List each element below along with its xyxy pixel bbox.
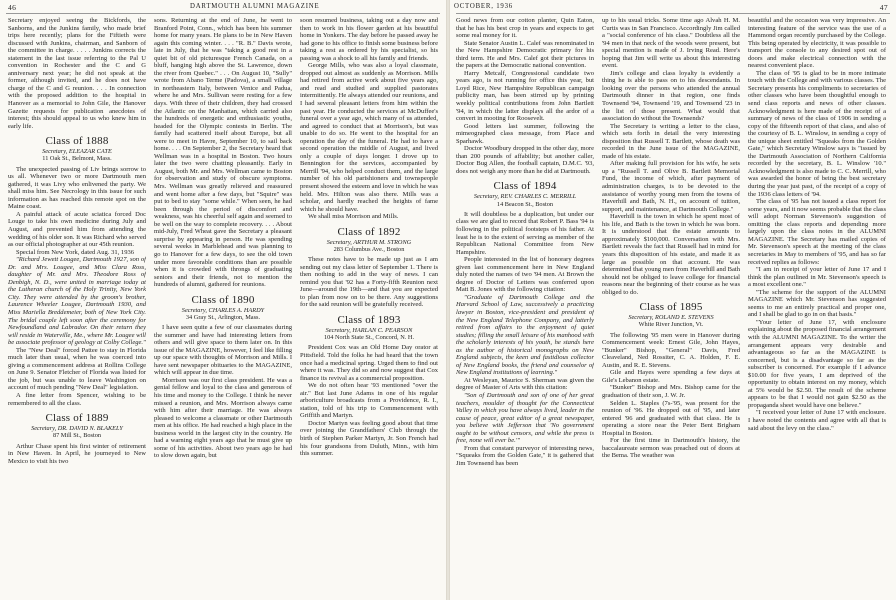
secretary-1893: Secretary, HARLAN C. PEARSON xyxy=(325,327,413,334)
left-page xyxy=(0,0,446,600)
secretary-1888: Secretary, ELEAZAR CATE xyxy=(42,148,112,156)
paragraph: The Secretary is writing a letter to the class, which sets forth in detail the very interesting disposition that Russell T. Bartlett, whose death was recorded in the June issue of the MAGAZINE, made of his estate. xyxy=(602,122,740,160)
paragraph: Morrison was our first class president. He was a genial fellow and loyal to the class and generous of his time and money to the College. I think he never missed a reunion, and Mrs. Morrison always came with him after their marriage. He was always pleased to welcome a classmate or other Dartmouth men at his office. He had reached a high place in the business world in the largest city in the country. He had a warning eight years ago that he must give up some of his activities. About two years ago he had to slow down again, but xyxy=(154,376,292,460)
class-heading-1889: Class of 1889 xyxy=(45,412,109,425)
paragraph: The class of '95 is glad to be in more intimate touch with the College and with various classes. The Secretary presents his compliments to secretaries of other classes who have been thoughtful enough to send class reports and news of other classes. Acknowledgment is here made of the receipt of a summary of news of the class of 1906 in sending a copy of the fifteenth report of that class, and also of the courtesy of B. L. Winslow, in sending a copy of the unique sheet entitled "Squeaks from the Golden Gate," which Secretary Winslow says is "issued by the Dartmouth Association of Northern California recorded by the secretary, B. L. Winslow '10." Acknowledgment is also made to C. C. Merrill, who was awarded the honor of being the best secretary during the year just past, of the receipt of a copy of the 1936 class letters of '94. xyxy=(748,69,886,198)
right-page-number: 47 xyxy=(879,3,888,12)
paragraph: "Your letter of June 17, with enclosure explaining about the proposed financial arrangement with the ALUMNI MAGAZINE. To the writer the arrangement appears very desirable and advantageous so far as the MAGAZINE is concerned, but is a disadvantage so far as the subscriber is concerned. For example if I advance $10.00 for five years, I am deprived of the opportunity to obtain interest on my money, which at 5% would be $2.50. The result of the scheme appears to be that I would not gain $2.50 as the propaganda sheet would have one believe." xyxy=(748,318,886,409)
paragraph: Doctor Woodbury dropped in the other day, more than 200 pounds of affability; but another caller, Doctor Bug Allen, the football captain, D.M.C. '93, does not weigh any more than he did at Dartmouth. xyxy=(456,145,594,175)
quoted-citation: "Son of Dartmouth and son of one of her great teachers, moulder of thought for the Connecticut Valley in which you have always lived, leader in the cause of peace, great editor of a great newspaper, you believe with Jefferson that 'No government ought to be without censors, and while the press is free, none will ever be.'" xyxy=(456,392,594,445)
address-1894: 14 Beacon St., Boston xyxy=(496,200,554,208)
quoted-paragraph: "Richard Jewett Lougee, Dartmouth 1927, son of Dr. and Mrs. Lougee, and Miss Clara Ross, daughter of Mr. and Mrs. Theodore Ross of Denbigh, N. D., were united in marriage today at the Lutheran church of the Holy Trinity, New York City. They were attended by the groom's brother, Laurence Wheeler Lougee, Dartmouth 1930, and Miss Mariella Breddemeier, both of New York City. The bridal couple left soon after the ceremony for Newfoundland and Labrador. On their return they will reside in Waterville, Me., where Mr. Lougee will be associate professor of geology at Colby College." xyxy=(8,256,146,347)
column-3 xyxy=(300,17,438,597)
secretary-1889: Secretary, DR. DAVID N. BLAKELY xyxy=(31,425,123,433)
paragraph: The "New Deal" forced Pattee to stay in Florida much later than usual, when he was coerced into giving a commencement address at Rollins College on June 9. Senator Fletcher of Florida was listed for the job, but was unable to leave Washington on account of much pending "New Deal" legislation. xyxy=(8,346,146,392)
column-5 xyxy=(602,17,740,597)
address-1892: 283 Columbus Ave., Boston xyxy=(333,245,405,253)
right-issue-title: OCTOBER, 1936 xyxy=(454,3,513,10)
column-6 xyxy=(748,17,886,597)
right-page xyxy=(450,0,896,600)
quoted-citation: "Graduate of Dartmouth College and the Harvard School of Law, successively a practicing lawyer in Boston, vice-president and president of the New England Telephone Company, and latterly retired from affairs to the enjoyment of quiet studies; filling the small leisure of his manhood with the scholarly interests of his youth, he stands here as the author of historical monographs on New England subjects, the keen and fastidious collector of New England books, the friend and counselor of New England institutions of learning." xyxy=(456,293,594,377)
paragraph: We shall miss Morrison and Mills. xyxy=(308,213,399,221)
column-4 xyxy=(456,17,594,597)
paragraph: President Cox was an Old Home Day orator at Pittsfield. Told the folks he had heard that the town once had a medicinal spring. Urged them to find out where it was. They did so and now suggest that Cox finance its revival as a commercial proposition. xyxy=(300,344,438,382)
class-heading-1888: Class of 1888 xyxy=(45,135,109,148)
paragraph: "The scheme for the support of the ALUMNI MAGAZINE which Mr. Stevenson has suggested seems to me an entirely practical and proper one, and I shall be glad to go in on that basis." xyxy=(748,288,886,319)
paragraph: sons. Returning at the end of June, he went to Branford Point, Conn., which has been his summer home for many years. He plans to be in New Haven again this coming winter. . . . "R. B." Davis wrote, late in July, that he was "taking a good rest in a quiet bit of old picturesque French Canada, on a bluff, hanging high above the St. Lawrence, down the river from Quebec." . . . On August 10, "Sully" wrote from Abano Terme (Padova), a small village in northeastern Italy, between Venice and Padua, where he and Mrs. Sullivan were resting for a few days. With three of their children, they had crossed the Atlantic on the Manhattan, which carried also the hundreds of energetic and enthusiastic youths, headed for the Olympic contests in Berlin. The family had scattered itself about Europe, but all were to meet in Havre, September 10, to sail back home. . . . On September 2, the Secretary heard that Wellman was in a hospital in Boston. Two hours later the two were chatting pleasantly. Early in August, both Mr. and Mrs. Wellman came to Boston for observation and study of obscure symptoms. Mrs. Wellman was greatly relieved and reassured and went home after a few days, but "Squire" was put to bed to stay "some while." When seen, he had been through the period of discomfort and weakness, was his cheerful self again and seemed to be well on the way to complete recovery. . . . About mid-July, Fred Wheat gave the Secretary a pleasant surprise by appearing in person. He was spending several weeks in Marblehead and was planning to go to Hanover for a few days, to see the old town under more favorable conditions than are possible when it is crowded with throngs of graduating seniors and their friends, not to mention the hundreds of alumni, gathered for reunions. xyxy=(154,17,292,289)
class-heading-1892: Class of 1892 xyxy=(337,225,401,238)
paragraph: Good letters last summer, following the mimeographed class message, from Place and Sparhawk. xyxy=(456,122,594,145)
paragraph: It will doubtless be a duplication, but under our class we are glad to record that Robert P. Bass '94 is following in the political footsteps of his father. At least he is to the extent of serving as member of the Republican National Committee from New Hampshire. xyxy=(456,210,594,256)
paragraph: People interested in the list of honorary degrees given last commencement here in New England duly noted the names of two '94 men. At Brown the degree of Doctor of Letters was conferred upon Matt B. Jones with the following citation: xyxy=(456,256,594,294)
paragraph: Doctor Martyn was feeling good about that time over joining the Grandfathers' Club through the birth of Stephen Parker Martyn, Jr. Son French had his four grandsons from Duluth, Minn., with him this summer. xyxy=(300,419,438,458)
paragraph: The following '95 men were in Hanover during Commencement week: Ernest Gile, John Hayes, "Bunker" Bishop, "General" Davis, Fred Cleaveland, Ned Rossiter, C. A. Holden, F. E. Austin, and R. E. Stevens. xyxy=(602,331,740,369)
paragraph: "Bunker" Bishop and Mrs. Bishop came for the graduation of their son, J. W. Jr. xyxy=(602,384,740,400)
paragraph: Special from New York, dated Aug. 31, 1936 xyxy=(16,248,135,256)
paragraph: The unexpected passing of Liv brings sorrow to us all. Whenever two or more Dartmouth men gathered, it was Livy who enlivened the party. We shall miss him. See Necrology in this issue for such information as has reached this remote spot on the Maine coast. xyxy=(8,165,146,211)
paragraph: Good news from our cotton planter, Quin Eaton, that he has his best crop in years and expects to get some real money for it. xyxy=(456,17,594,40)
class-heading-1895: Class of 1895 xyxy=(639,301,703,314)
class-heading-1894: Class of 1894 xyxy=(493,180,557,193)
paragraph: After making full provision for his wife, he sets up a "Russell T. and Olive B. Bartlett Memorial Fund, the income of which, after payment of administration charges, is to be devoted to the assistance of worthy young men from the towns of Haverhill and Bath, N. H., on account of tuition, support, and maintenance, at Dartmouth College." xyxy=(602,160,740,213)
paragraph: "I am in receipt of your letter of June 17 and I think the plan outlined in Mr. Stevenson's speech is a most excellent one." xyxy=(748,266,886,289)
secretary-1895: Secretary, ROLAND E. STEVENS xyxy=(628,314,714,322)
column-1 xyxy=(8,17,146,597)
paragraph: Gile and Hayes were spending a few days at Gile's Lebanon estate. xyxy=(602,369,740,384)
left-magazine-title: DARTMOUTH ALUMNI MAGAZINE xyxy=(190,3,320,10)
left-running-head xyxy=(0,3,446,13)
paragraph: I have seen quite a few of our classmates during the summer and have had interesting letters from others and will give space to them later on. In this issue of the MAGAZINE, however, I feel like filling up our space with thoughts of Morrison and Mills. I have sent newspaper obituaries to the MAGAZINE, which will appear in due time. xyxy=(154,324,292,377)
paragraph: "I received your letter of June 17 with enclosure. I have noted the contents and agree with all that is said about the levy on the class." xyxy=(748,409,886,432)
paragraph: Harry Metcalf, Congressional candidate two years ago, is not running for office this year, but Loyd Rice, New Hampshire Republican campaign publicity man, has been stirred up by printing weekly political contributions from John Bartlett '94, in which the latter displays all the ardor of a convert in mooting for Roosevelt. xyxy=(456,69,594,123)
address-1895: White River Junction, Vt. xyxy=(638,321,704,329)
paragraph: Arthur Chase spent his first winter of retirement in New Haven. In April, he journeyed to New Mexico to visit his two xyxy=(8,442,146,465)
paragraph: Haverhill is the town in which he spent most of his life, and Bath is the town in which he was born. It is understood that the estate amounts to approximately $100,000. Conversation with Mrs. Bartlett reveals the fact that Russell had in mind for years this disposition of his estate, and made it as large as possible on that account. He was determined that young men from Haverhill and Bath should not be obliged to leave college for financial reasons near the beginning of their course as he was obliged to do. xyxy=(602,213,740,296)
paragraph: At Wesleyan, Maurice S. Sherman was given the degree of Master of Arts with this citation: xyxy=(456,376,594,392)
secretary-1894: Secretary, REV. CHARLES C. MERRILL xyxy=(473,193,577,201)
paragraph: These notes have to be made up just as I am sending out my class letter of September 1. There is then nothing to add in the way of news. I can remind you that '92 has a Forty-fifth Reunion next June—around the 19th—and that you are expected to plan from now on to be there. Any suggestions for the said reunion will be gratefully received. xyxy=(300,256,438,309)
secretary-1892: Secretary, ARTHUR M. STRONG xyxy=(326,238,412,246)
paragraph: beautiful and the occasion was very impressive. An interesting feature of the service was the use of a Hammond organ recently purchased by the College. This being operated by electricity, it was possible to transport the console to any desired spot out of doors and make electrical connection with the nearest convenient place. xyxy=(748,17,886,70)
paragraph: Jim's college and class loyalty is evidently a thing he is able to pass on to his descendants. In looking over the persons who attended the annual Dartmouth dinner in that region, one finds Townsend '94, Townsend '19, and Townsend '23 in the list of those present. What would that association do without the Townsends? xyxy=(602,69,740,123)
paragraph: soon resumed business, taking out a day now and then to work in his flower garden at his beautiful home in Yonkers. The day before he passed away he had gone to his office to finish some business before taking a rest as ordered by his specialist, so his passing was a shock to all his family and friends. xyxy=(300,17,438,62)
paragraph: From that constant purveyor of interesting news, "Squeaks from the Golden Gate," it is gathered that Jim Townsend has been xyxy=(456,444,594,467)
address-1893: 104 North State St., Concord, N. H. xyxy=(323,334,415,342)
paragraph: The class of '95 has not issued a class report for some years, and it now seems probable that the class will adopt Norman Stevenson's suggestion of omitting the class reports and depending more largely upon the class notes in the ALUMNI MAGAZINE. The Secretary has mailed copies of Mr. Stevenson's speech at the meeting of the class secretaries in May to members of '95, and has so far received replies as follows: xyxy=(748,198,886,266)
address-1888: 11 Oak St., Belmont, Mass. xyxy=(42,155,112,163)
address-1890: 34 Gray St., Arlington, Mass. xyxy=(185,313,261,321)
paragraph: up to his usual tricks. Some time ago Alvah H. M. Curtis was in San Francisco. Accordingly Jim called a "social conference of his class." Doubtless all the '94 men in that neck of the woods were present, but special mention is made of J. Irving Read. Here's hoping that Jim will write us about this interesting event. xyxy=(602,17,740,70)
class-heading-1890: Class of 1890 xyxy=(191,293,255,306)
column-2 xyxy=(154,17,292,597)
paragraph: Selden L. Staples (7s-'95, was present for the reunion of '96. He dropped out of '95, and later entered '96 and graduated with that class. He is operating a store near the Peter Bent Brigham Hospital in Boston. xyxy=(602,399,740,437)
paragraph: Secretary enjoyed seeing the Bickfords, the Sanborns, and the Junkins family, who made brief trips here recently; plans for the Fiftieth were discussed with Junkins, chairman, and Sanborn of the committee in charge. . . . . Junkins corrects the statement in the last issue referring to the Pal U convention in Rochester and the C and G anniversary next year; he did not speak at the former, although invited, and he does not have charge of the C and G reunion. . . . In connection with the proposed addition to the hospital in Hanover as a memorial to John Gile, the Hanover Gazette requests for publication anecdotes of interest; this should appeal to us who knew him in early life. xyxy=(8,17,146,130)
address-1889: 87 Mill St., Boston xyxy=(52,432,102,440)
paragraph: George Mills, who was also a loyal classmate, dropped out almost as suddenly as Morrison. Mills had retired from active work about five years ago, and read and studied and supplied pastorates intermittently. He always attended our reunions, and I had several pleasant letters from him within the past year. He conducted the services at McDuffee's funeral over a year ago, which many of us attended, and agreed to conduct that at Morrison's, but was unable to do so. He went to the hospital for an operation the day of the funeral. He had to have a second operation the middle of August, and lived only a couple of days longer. I drove up to Bennington for the services, accompanied by Merrill '94, who helped conduct them, and the large number of his old parishioners and townspeople present showed the esteem and love in which he was held. Mrs. Hilton was also there. Mills was a scholar, and hardly reached the heights of fame which he should have. xyxy=(300,62,438,213)
left-header-rule xyxy=(6,13,440,14)
paragraph: For the first time in Dartmouth's history, the baccalaureate sermon was preached out of doors at the Bema. The weather was xyxy=(602,437,740,460)
paragraph: A fine letter from Spencer, wishing to be remembered to all the class. xyxy=(8,392,146,407)
left-page-number: 46 xyxy=(8,3,17,12)
right-running-head xyxy=(450,3,896,13)
secretary-1890: Secretary, CHARLES A. HARDY xyxy=(181,306,265,314)
paragraph: State Senator Austin L. Calef was renominated in the New Hampshire Democratic primary for his third term. He and Mrs. Calef got their pictures in the papers at the Democratic national convention. xyxy=(456,39,594,70)
paragraph: We do not often hear '93 mentioned "over the air." But last June Adams in one of his regular arboriculture broadcasts from a Providence, R. I., station, told of his trip to Commencement with Griffith and Martyn. xyxy=(300,382,438,420)
paragraph: A painful attack of acute sciatica forced Doc Louge to take his own medicine during July and August, and prevented him from attending the wedding of his older son. It was Richard who served as our official photographer at our 45th reunion. xyxy=(8,210,146,249)
right-header-rule xyxy=(456,13,890,14)
class-heading-1893: Class of 1893 xyxy=(337,314,401,326)
